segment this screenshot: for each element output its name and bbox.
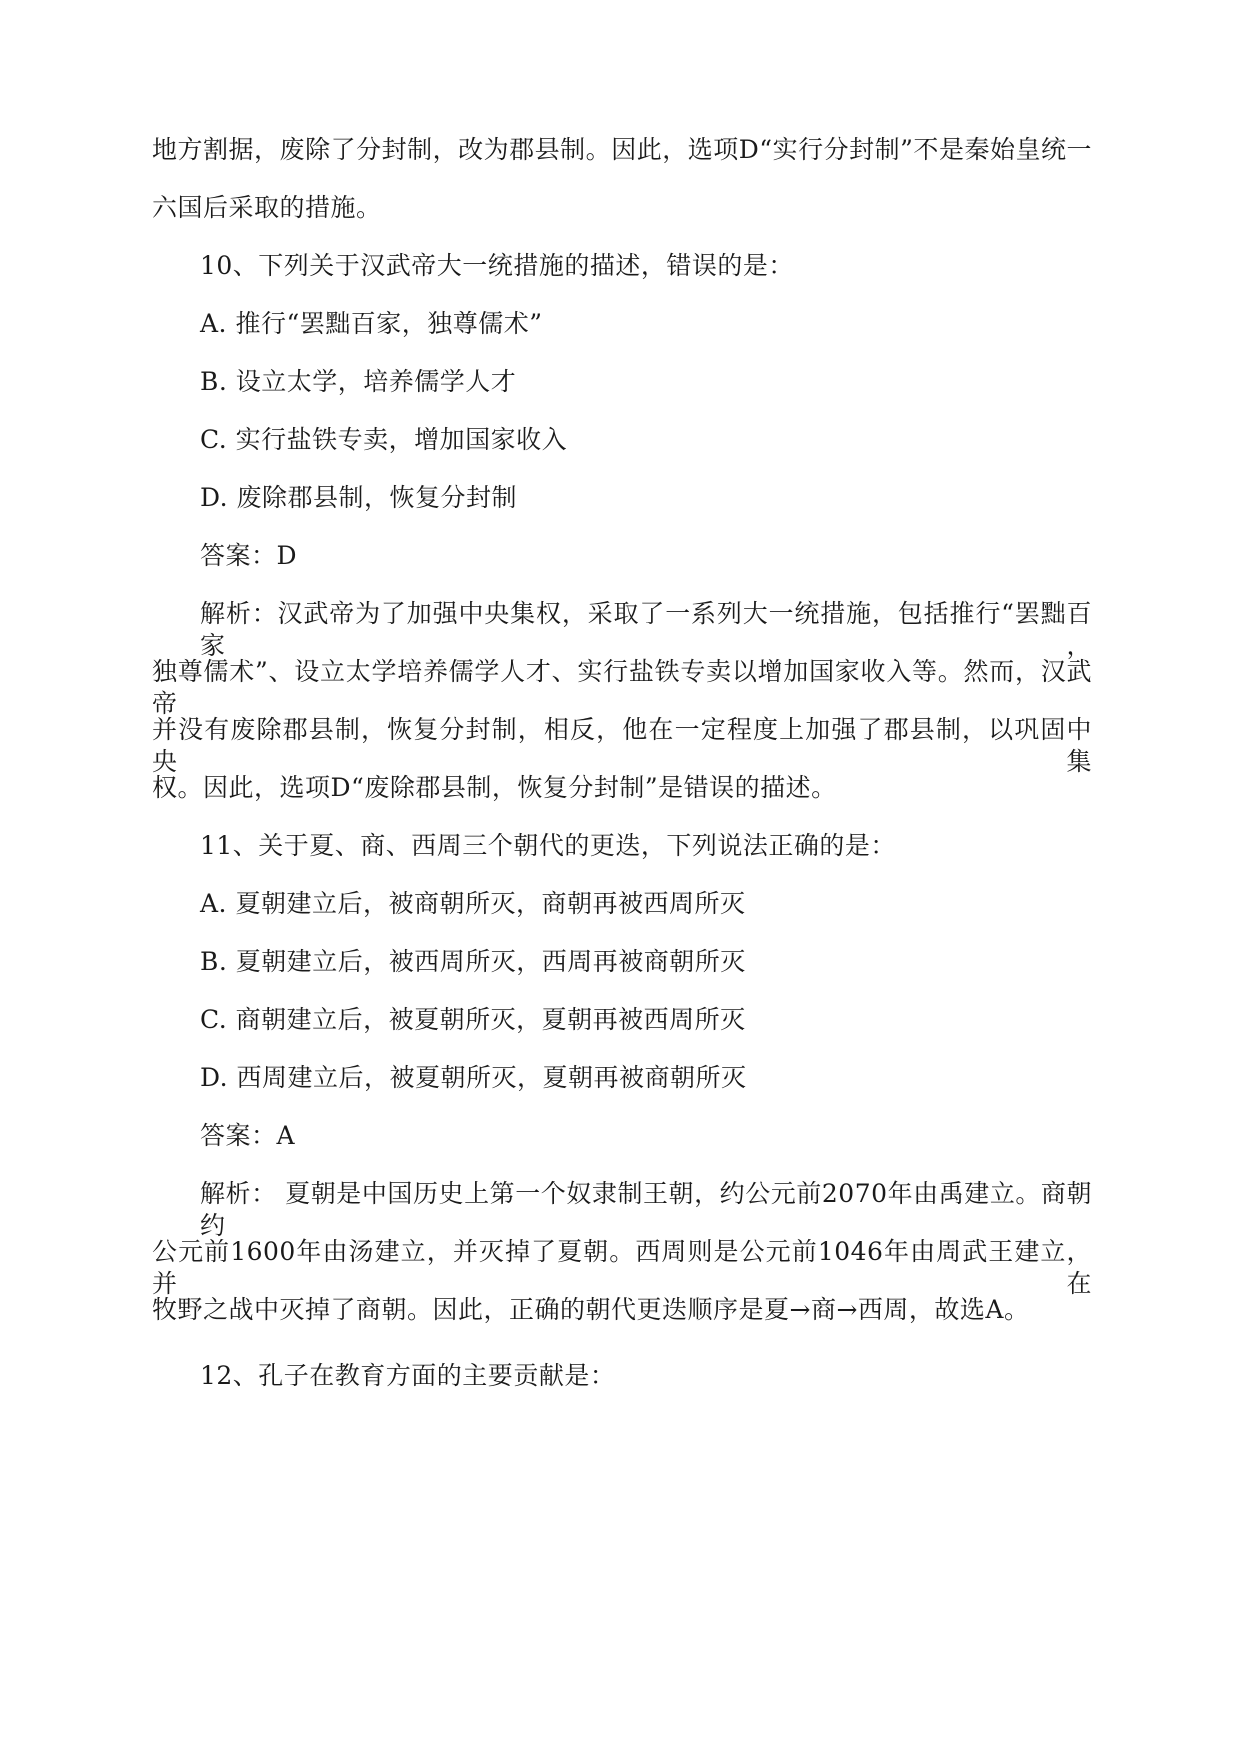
q11-option-c: C. 商朝建立后，被夏朝所灭，夏朝再被西周所灭 <box>200 1005 746 1034</box>
q10-analysis-line-1: 解析：汉武帝为了加强中央集权，采取了一系列大一统措施，包括推行“罢黜百家， <box>200 599 1092 660</box>
q10-option-c: C. 实行盐铁专卖，增加国家收入 <box>200 425 568 454</box>
q10-option-b: B. 设立太学，培养儒学人才 <box>200 367 517 396</box>
q11-option-d: D. 西周建立后，被夏朝所灭，夏朝再被商朝所灭 <box>200 1063 747 1092</box>
q11-stem: 11、关于夏、商、西周三个朝代的更迭，下列说法正确的是： <box>200 831 896 860</box>
q11-answer: 答案：A <box>200 1121 296 1150</box>
q11-analysis-line-1: 解析： 夏朝是中国历史上第一个奴隶制王朝，约公元前2070年由禹建立。商朝约 <box>200 1179 1092 1240</box>
q11-option-b: B. 夏朝建立后，被西周所灭，西周再被商朝所灭 <box>200 947 746 976</box>
q10-analysis-line-2: 独尊儒术”、设立太学培养儒学人才、实行盐铁专卖以增加国家收入等。然而，汉武帝 <box>152 657 1092 718</box>
q10-stem: 10、下列关于汉武帝大一统措施的描述，错误的是： <box>200 251 794 280</box>
q11-analysis-line-2: 公元前1600年由汤建立，并灭掉了夏朝。西周则是公元前1046年由周武王建立，并在 <box>152 1237 1092 1298</box>
q11-option-a: A. 夏朝建立后，被商朝所灭，商朝再被西周所灭 <box>200 889 746 918</box>
q10-answer: 答案：D <box>200 541 298 570</box>
q12-stem: 12、孔子在教育方面的主要贡献是： <box>200 1361 616 1390</box>
continuation-line-1: 地方割据，废除了分封制，改为郡县制。因此，选项D“实行分封制”不是秦始皇统一 <box>152 135 1092 164</box>
q10-analysis-line-3: 并没有废除郡县制，恢复分封制，相反，他在一定程度上加强了郡县制，以巩固中央集 <box>152 715 1092 776</box>
q10-option-d: D. 废除郡县制，恢复分封制 <box>200 483 518 512</box>
continuation-line-2: 六国后采取的措施。 <box>152 193 382 222</box>
q11-analysis-line-3: 牧野之战中灭掉了商朝。因此，正确的朝代更迭顺序是夏→商→西周，故选A。 <box>152 1295 1030 1324</box>
q10-analysis-line-4: 权。因此，选项D“废除郡县制，恢复分封制”是错误的描述。 <box>152 773 837 802</box>
q10-option-a: A. 推行“罢黜百家，独尊儒术” <box>200 309 543 338</box>
